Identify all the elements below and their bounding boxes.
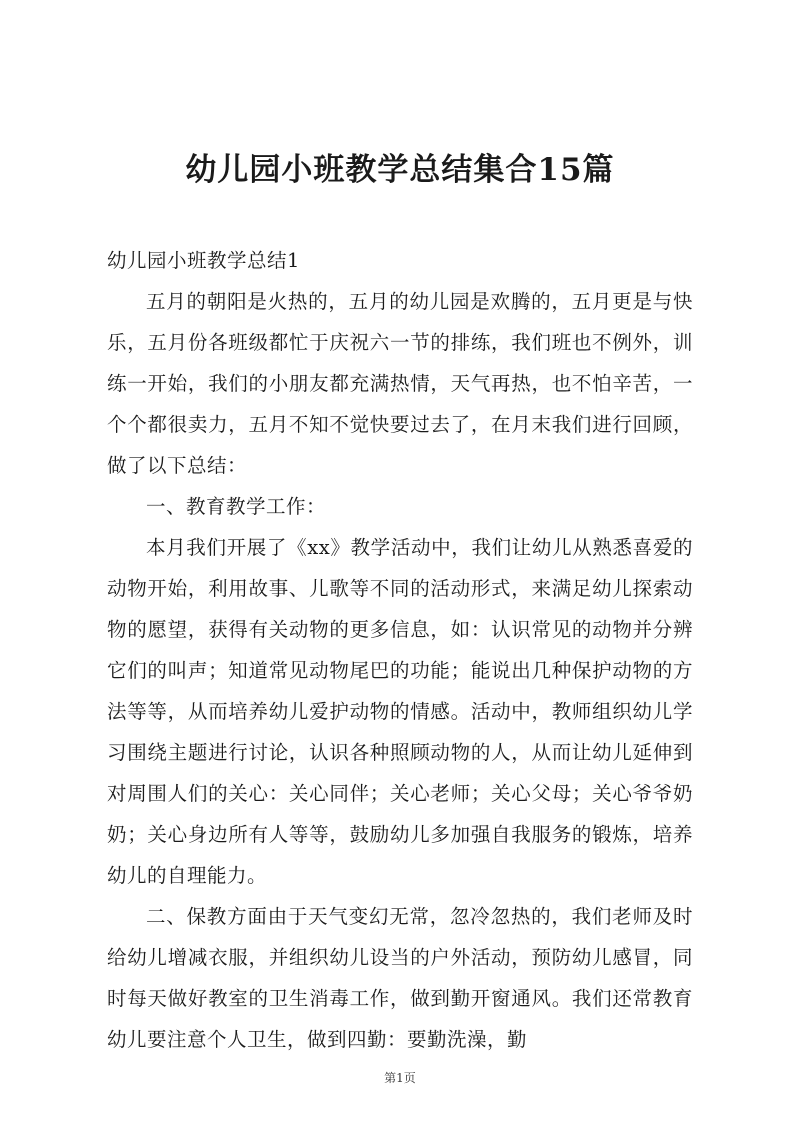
- paragraph-intro: 五月的朝阳是火热的，五月的幼儿园是欢腾的，五月更是与快乐，五月份各班级都忙于庆祝六一节的排练，我们班也不例外，训练一开始，我们的小朋友都充满热情，天气再热，也不怕辛苦，一个个都很卖力，五月不知不觉快要过去了，在月末我们进行回顾，做了以下总结：: [107, 290, 693, 477]
- paragraph-teaching: 本月我们开展了《xx》教学活动中，我们让幼儿从熟悉喜爱的动物开始，利用故事、儿歌等不同的活动形式，来满足幼儿探索动物的愿望，获得有关动物的更多信息，如：认识常见的动物并分辨它们的叫声；知道常见动物尾巴的功能；能说出几种保护动物的方法等等，从而培养幼儿爱护动物的情感。活动中，教师组织幼儿学习围绕主题进行讨论，认识各种照顾动物的人，从而让幼儿延伸到对周围人们的关心：关心同伴；关心老师；关心父母；关心爷爷奶奶；关心身边所有人等等，鼓励幼儿多加强自我服务的锻炼，培养幼儿的自理能力。: [107, 536, 693, 887]
- paragraph-heading-teaching: 一、教育教学工作：: [146, 495, 327, 518]
- document-body: [107, 240, 693, 1060]
- section-heading: 幼儿园小班教学总结1: [107, 249, 300, 272]
- paragraph-care: 二、保教方面由于天气变幻无常，忽冷忽热的，我们老师及时给幼儿增减衣服，并组织幼儿设当的户外活动，预防幼儿感冒，同时每天做好教室的卫生消毒工作，做到勤开窗通风。我们还常教育幼儿要注意个人卫生，做到四勤：要勤洗澡，勤: [107, 905, 693, 1051]
- page-title: 幼儿园小班教学总结集合15篇: [185, 152, 615, 188]
- page-number: 第1页: [384, 1071, 416, 1085]
